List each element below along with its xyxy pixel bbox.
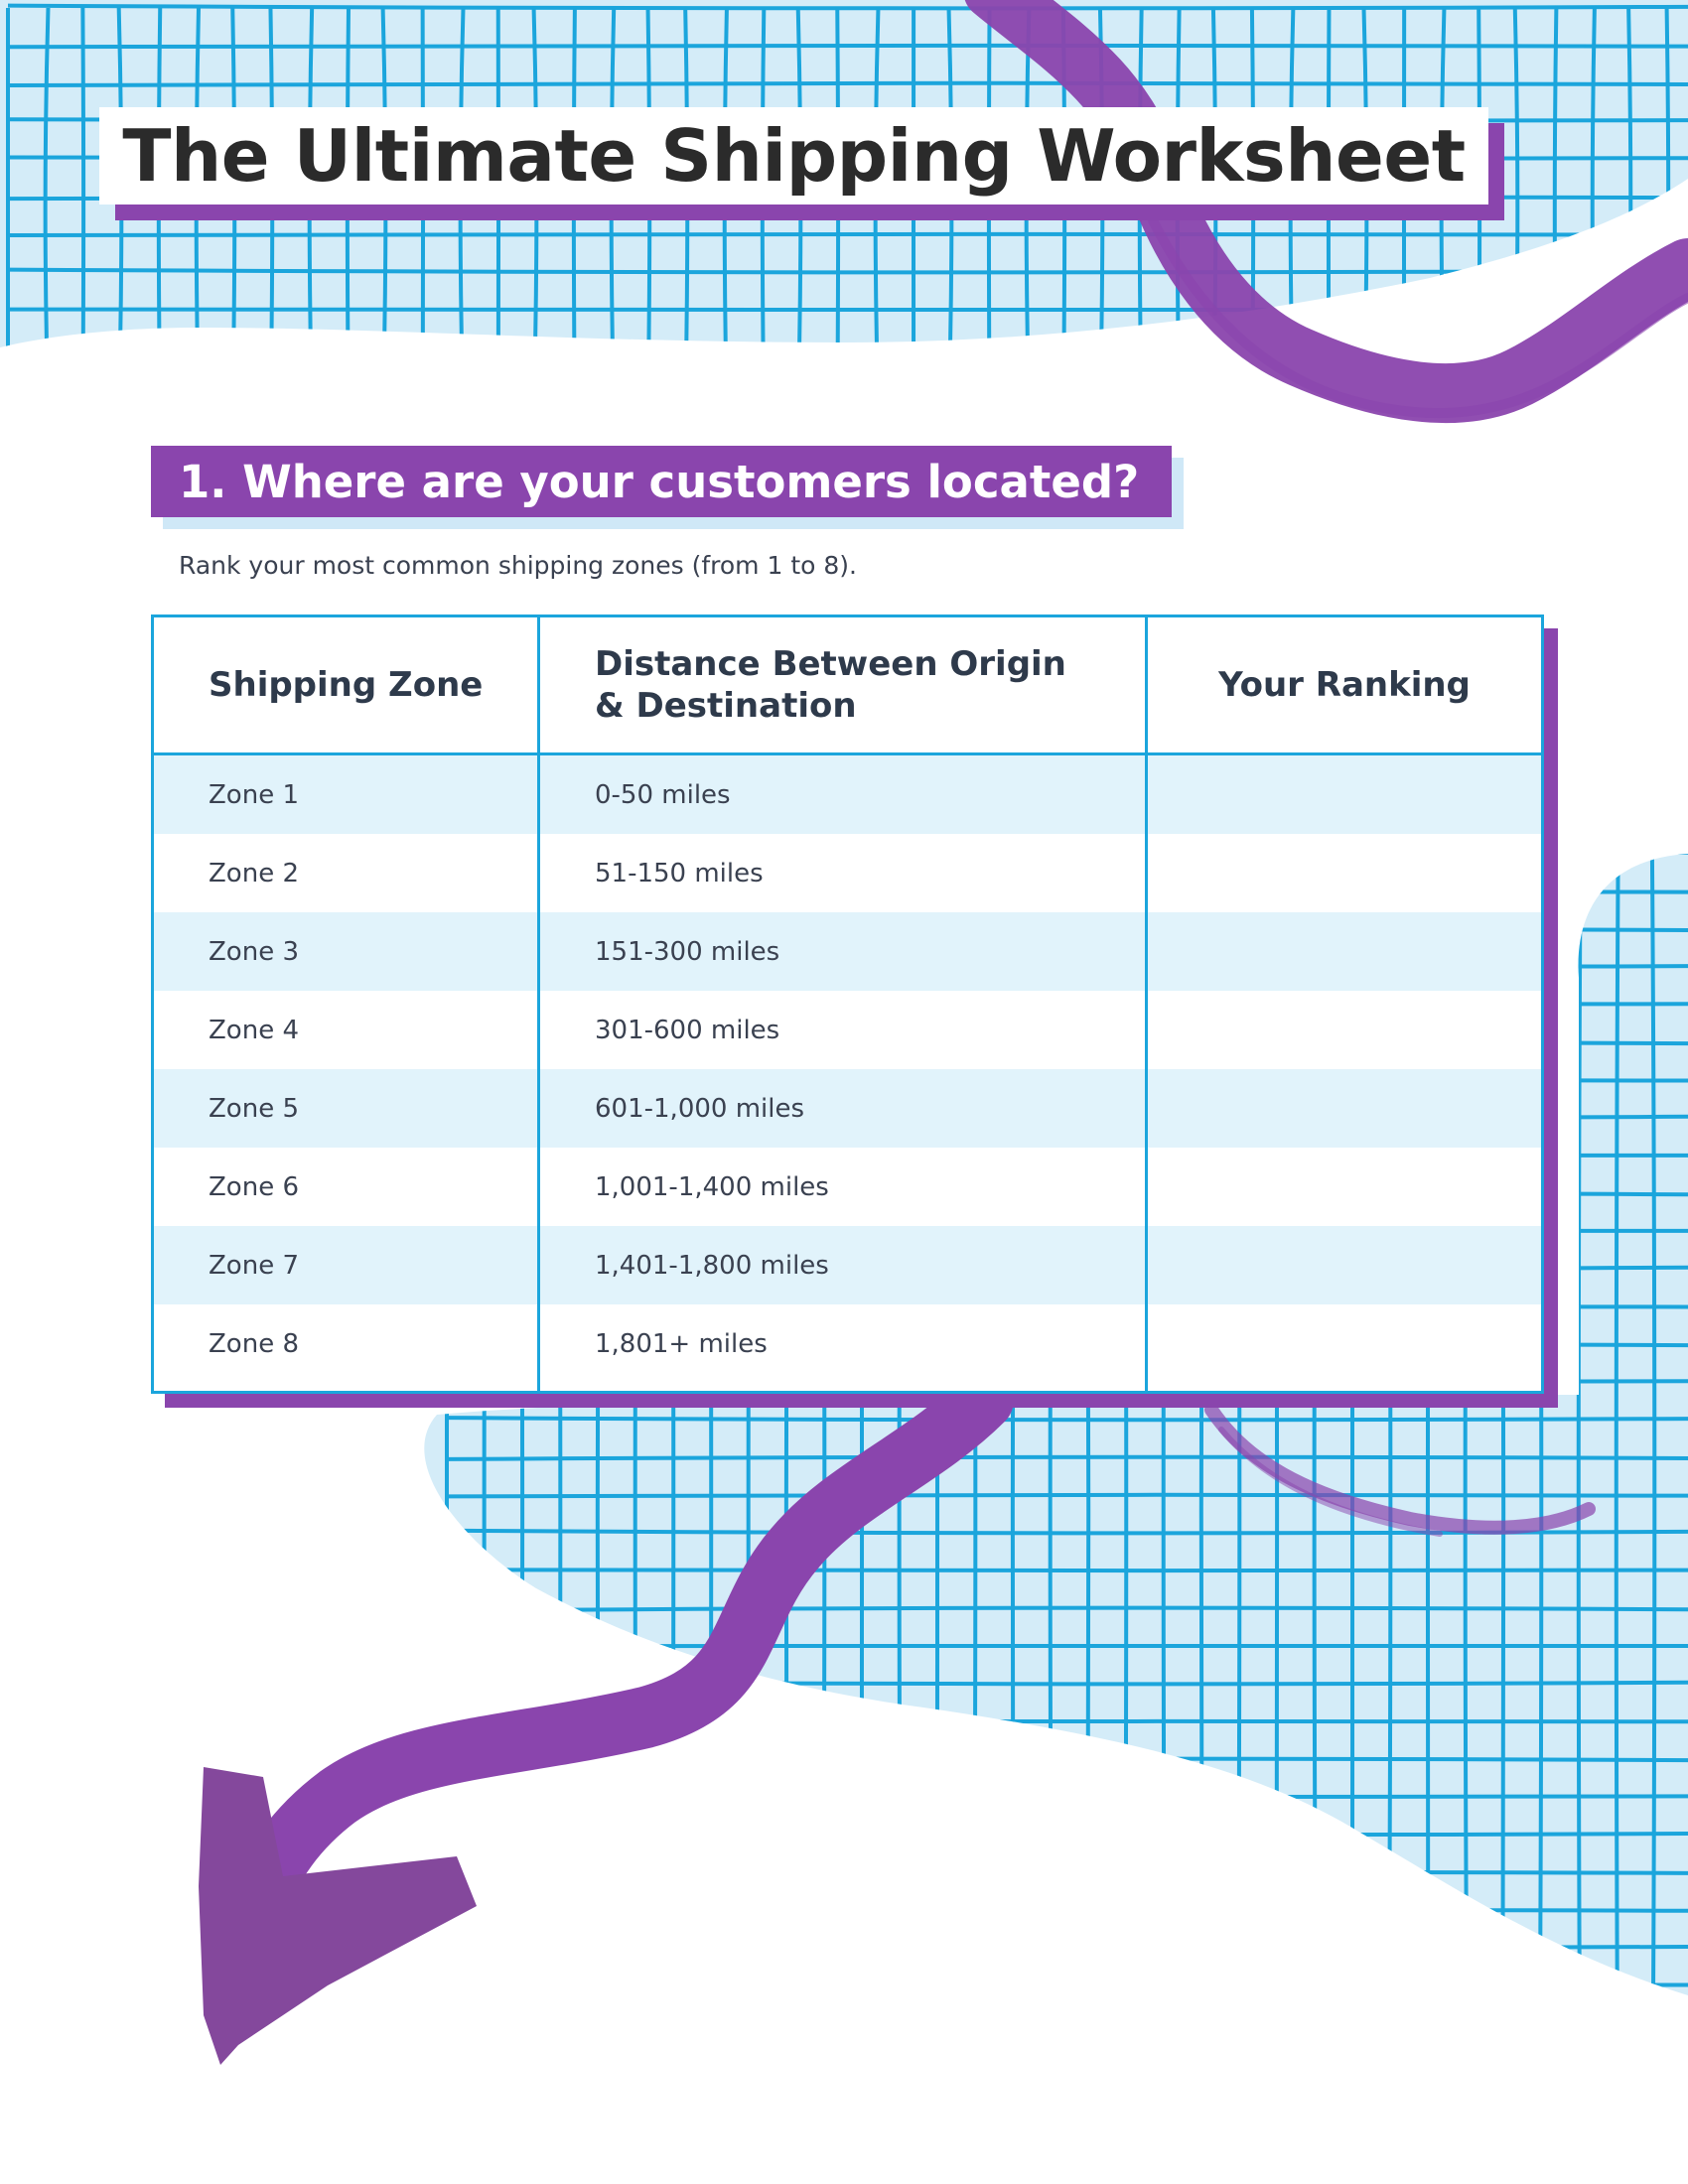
column-divider bbox=[1145, 617, 1148, 1391]
page-title: The Ultimate Shipping Worksheet bbox=[122, 114, 1466, 198]
table-body bbox=[154, 755, 1541, 1383]
grid-line bbox=[8, 347, 1688, 350]
zone-cell: Zone 2 bbox=[209, 858, 299, 888]
zone-cell: Zone 8 bbox=[209, 1328, 299, 1359]
ranking-cell[interactable] bbox=[1148, 1148, 1541, 1226]
ranking-cell[interactable] bbox=[1148, 1069, 1541, 1148]
table-row bbox=[154, 1069, 1541, 1148]
grid-line bbox=[8, 234, 1688, 235]
zone-cell: Zone 7 bbox=[209, 1250, 299, 1281]
grid-line bbox=[447, 1796, 1688, 1797]
zone-cell: Zone 3 bbox=[209, 936, 299, 967]
zone-cell: Zone 4 bbox=[209, 1015, 299, 1045]
distance-cell: 301-600 miles bbox=[595, 1015, 780, 1045]
grid-line bbox=[1555, 8, 1557, 357]
table-row bbox=[154, 1304, 1541, 1383]
header-distance: Distance Between Origin & Destination bbox=[595, 644, 1066, 726]
table-row bbox=[154, 912, 1541, 991]
ranking-cell[interactable] bbox=[1148, 1304, 1541, 1383]
grid-line bbox=[447, 1910, 1688, 1912]
table-header-row bbox=[154, 617, 1541, 755]
grid-line bbox=[82, 8, 83, 357]
grid-line bbox=[8, 83, 1688, 85]
table-row bbox=[154, 834, 1541, 912]
grid-line bbox=[447, 1946, 1688, 1948]
distance-cell: 1,801+ miles bbox=[595, 1328, 768, 1359]
section-banner bbox=[151, 446, 1172, 517]
header-shipping-zone: Shipping Zone bbox=[209, 665, 484, 705]
grid-line bbox=[447, 1495, 1688, 1497]
title-box bbox=[99, 107, 1488, 205]
distance-cell: 0-50 miles bbox=[595, 779, 731, 810]
zone-cell: Zone 5 bbox=[209, 1093, 299, 1124]
table-row bbox=[154, 1226, 1541, 1304]
distance-cell: 1,401-1,800 miles bbox=[595, 1250, 829, 1281]
distance-cell: 51-150 miles bbox=[595, 858, 764, 888]
instructions-text: Rank your most common shipping zones (from 1 to 8). bbox=[179, 551, 857, 580]
ranking-cell[interactable] bbox=[1148, 755, 1541, 834]
grid-line bbox=[447, 1833, 1688, 1835]
zone-cell: Zone 1 bbox=[209, 779, 299, 810]
zone-cell: Zone 6 bbox=[209, 1171, 299, 1202]
ranking-cell[interactable] bbox=[1148, 912, 1541, 991]
section-heading-box bbox=[151, 446, 1172, 517]
grid-line bbox=[447, 1418, 1688, 1420]
ranking-cell[interactable] bbox=[1148, 1226, 1541, 1304]
grid-line bbox=[447, 1872, 1688, 1874]
table-row bbox=[154, 755, 1541, 834]
distance-cell: 1,001-1,400 miles bbox=[595, 1171, 829, 1202]
section-heading: 1. Where are your customers located? bbox=[179, 455, 1140, 508]
header-your-ranking: Your Ranking bbox=[1218, 665, 1471, 705]
shipping-zone-table bbox=[151, 614, 1544, 1394]
grid-line bbox=[447, 1984, 1688, 1985]
grid-line bbox=[8, 46, 1688, 47]
grid-line bbox=[447, 1759, 1688, 1762]
grid-line bbox=[447, 1457, 1688, 1459]
distance-cell: 601-1,000 miles bbox=[595, 1093, 805, 1124]
distance-cell: 151-300 miles bbox=[595, 936, 780, 967]
column-divider bbox=[537, 617, 540, 1391]
ranking-cell[interactable] bbox=[1148, 834, 1541, 912]
table-row bbox=[154, 991, 1541, 1069]
table-row bbox=[154, 1148, 1541, 1226]
title-banner bbox=[99, 107, 1488, 205]
ranking-cell[interactable] bbox=[1148, 991, 1541, 1069]
